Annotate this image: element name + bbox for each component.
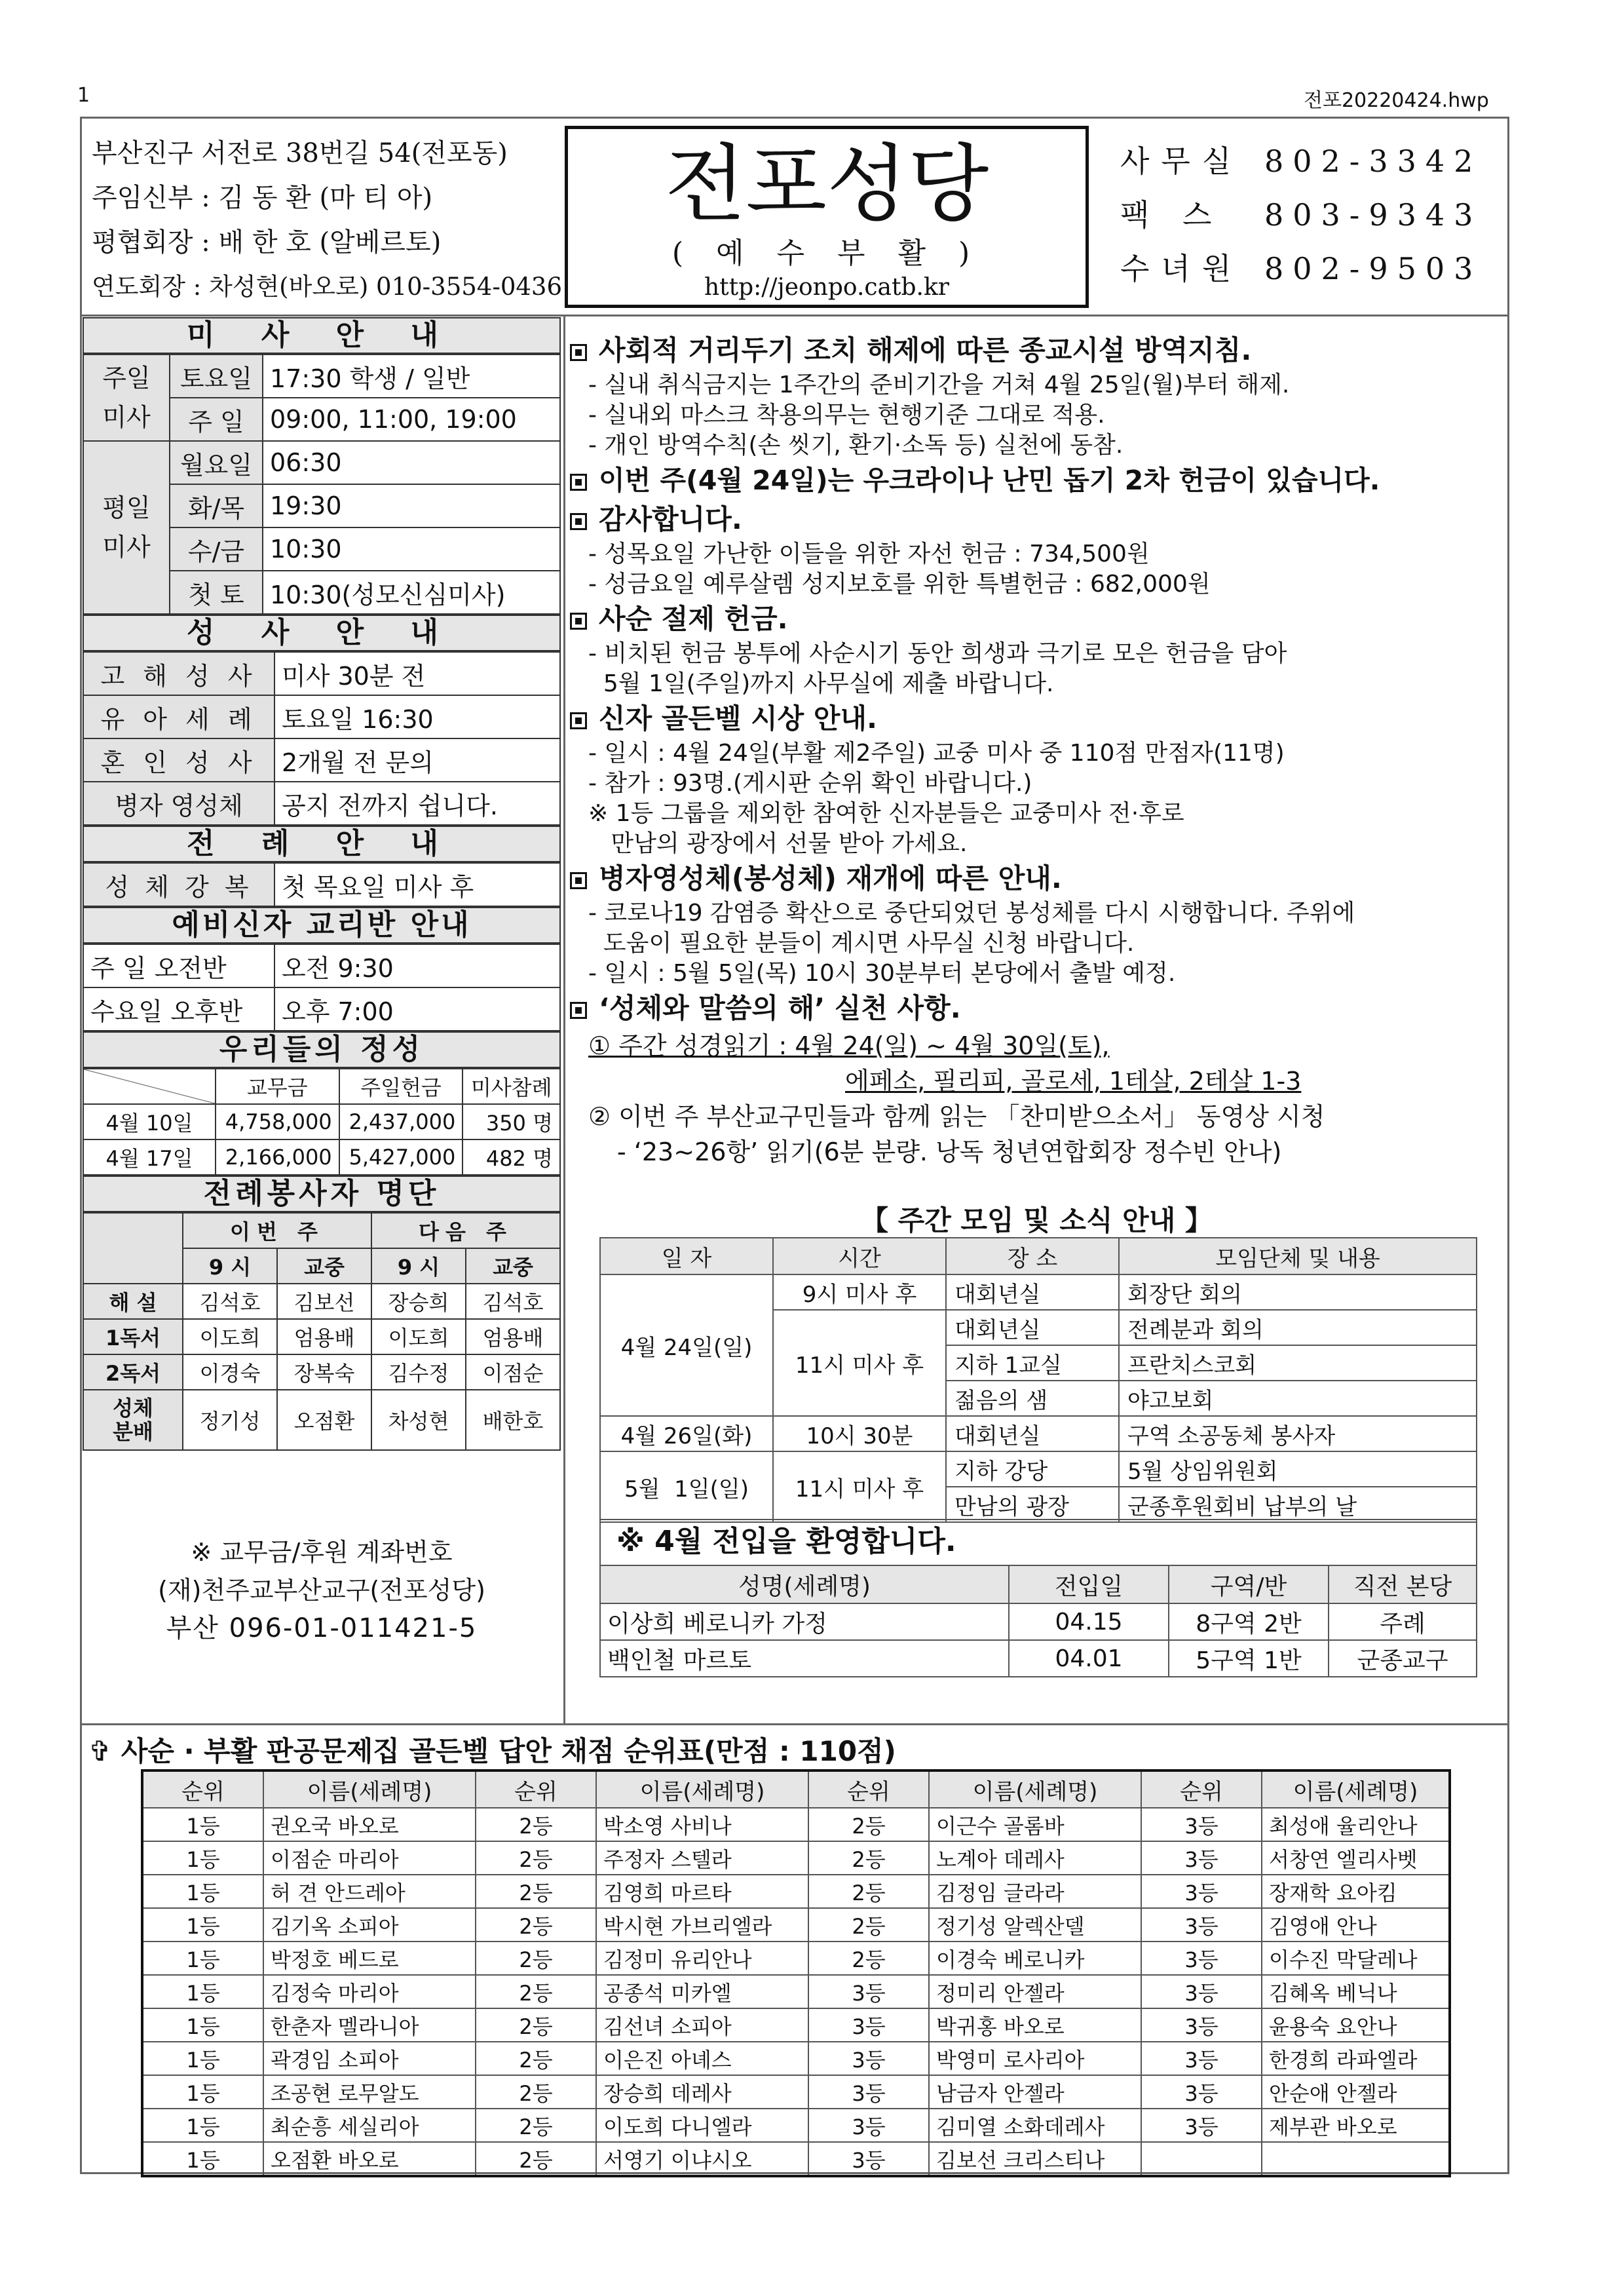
liturgy-table: 성 체 강 복 첫 목요일 미사 후 (83, 862, 561, 907)
table-row (142, 2142, 1450, 2176)
name-cell: 김혜옥 베닉나 (1262, 1975, 1450, 2008)
account-number: 부산 096-01-011421-5 (166, 1613, 478, 1643)
rank-cell: 1등 (142, 1908, 263, 1942)
name-cell: 오점환 바오로 (263, 2142, 476, 2176)
footer-divider (80, 1723, 1509, 1725)
name-cell: 김보선 크리스티나 (929, 2142, 1141, 2176)
name-cell: 김기옥 소피아 (263, 1908, 476, 1942)
sunday-mass-label: 주일 미사 (83, 354, 170, 441)
table-row (142, 2075, 1450, 2109)
rank-cell: 2등 (808, 1808, 929, 1841)
name-cell: 박정호 베드로 (263, 1942, 476, 1975)
table-row (142, 1908, 1450, 1942)
name-cell: 한경희 라파엘라 (1262, 2042, 1450, 2075)
name-cell: 권오국 바오로 (263, 1808, 476, 1841)
offering-section-title: 우리들의 정성 (83, 1031, 561, 1068)
website-link[interactable]: http://jeonpo.catb.kr (704, 274, 949, 301)
name-cell: 곽경임 소피아 (263, 2042, 476, 2075)
name-cell: 이경숙 베로니카 (929, 1942, 1141, 1975)
servers-table: 이번 주 다음 주 9 시 교중 9 시 교중 해 설 김석호 김보선 장승희 김석호 1독서 이도희 엄용배 이도희 엄용배 2독서 이경숙 장복숙 김수정 이점순 성체 분배 정기성 오점환 차성현 배한호 (83, 1212, 561, 1451)
rank-cell: 2등 (476, 2075, 596, 2109)
name-cell: 공종석 미카엘 (596, 1975, 808, 2008)
page-number: 1 (77, 84, 90, 107)
checkbox-icon (570, 712, 587, 729)
rank-cell: 2등 (476, 1942, 596, 1975)
rank-cell: 3등 (1141, 1875, 1262, 1908)
rank-cell: 2등 (476, 1975, 596, 2008)
notice-heading: 이번 주(4월 24일)는 우크라이나 난민 돕기 2차 헌금이 있습니다. (570, 461, 1503, 500)
name-cell: 정기성 알렉산델 (929, 1908, 1141, 1942)
masthead (565, 126, 1089, 308)
rank-cell: 3등 (1141, 2075, 1262, 2109)
name-cell (1262, 2142, 1450, 2176)
name-cell: 박시현 가브리엘라 (596, 1908, 808, 1942)
checkbox-icon (570, 613, 587, 630)
address: 부산진구 서전로 38번길 54(전포동) (92, 138, 508, 168)
ranking-title: ✞ 사순 · 부활 판공문제집 골든벨 답안 채점 순위표(만점 : 110점) (88, 1735, 896, 1767)
table-row (142, 1975, 1450, 2008)
name-cell: 이근수 골롬바 (929, 1808, 1141, 1841)
name-cell: 김정숙 마리아 (263, 1975, 476, 2008)
name-cell: 노계아 데레사 (929, 1841, 1141, 1875)
name-cell: 박소영 사비나 (596, 1808, 808, 1841)
table-row (142, 1875, 1450, 1908)
name-cell: 김정임 글라라 (929, 1875, 1141, 1908)
mass-table: 주일 미사 토요일 17:30 학생 / 일반 주 일 09:00, 11:00, 19:00 평일 미사 월요일 06:30 화/목 19:30 수/금 10:30 첫 토 10:30(성모신심미사) (83, 354, 561, 615)
table-row (142, 1808, 1450, 1841)
rank-cell: 1등 (142, 2109, 263, 2142)
liturgical-season: ( 예 수 부 활 ) (671, 237, 982, 270)
rank-cell: 3등 (808, 2109, 929, 2142)
mass-section-title: 미 사 안 내 (83, 317, 561, 354)
notice-heading: 사회적 거리두기 조치 해제에 따른 종교시설 방역지침. (570, 331, 1503, 370)
liturgy-section-title: 전 례 안 내 (83, 826, 561, 862)
servers-section-title: 전례봉사자 명단 (83, 1176, 561, 1212)
rank-cell (1141, 2142, 1262, 2176)
rank-cell: 1등 (142, 1841, 263, 1875)
rank-cell: 3등 (1141, 1908, 1262, 1942)
rank-cell: 2등 (476, 1808, 596, 1841)
name-cell: 박영미 로사리아 (929, 2042, 1141, 2075)
rank-cell: 1등 (142, 1942, 263, 1975)
name-cell: 이점순 마리아 (263, 1841, 476, 1875)
left-column (83, 317, 561, 1451)
rank-cell: 1등 (142, 2008, 263, 2042)
name-cell: 서창연 엘리사벳 (1262, 1841, 1450, 1875)
rank-cell: 3등 (808, 2042, 929, 2075)
name-cell: 제부관 바오로 (1262, 2109, 1450, 2142)
name-cell: 이수진 막달레나 (1262, 1942, 1450, 1975)
notice-heading: 신자 골든벨 시상 안내. (570, 699, 1503, 738)
notice-heading: 감사합니다. (570, 500, 1503, 539)
rank-cell: 1등 (142, 1975, 263, 2008)
rank-cell: 2등 (808, 1841, 929, 1875)
rank-cell: 3등 (808, 1975, 929, 2008)
name-cell: 이도희 다니엘라 (596, 2109, 808, 2142)
rank-cell: 1등 (142, 1808, 263, 1841)
table-row (142, 2042, 1450, 2075)
rank-cell: 2등 (808, 1942, 929, 1975)
rank-cell: 3등 (1141, 1975, 1262, 2008)
header-divider (80, 315, 1509, 316)
checkbox-icon (570, 513, 587, 530)
notice-heading: ‘성체와 말씀의 해’ 실천 사항. (570, 989, 1503, 1028)
sacrament-section-title: 성 사 안 내 (83, 615, 561, 651)
name-cell: 안순애 안젤라 (1262, 2075, 1450, 2109)
rank-cell: 1등 (142, 2142, 263, 2176)
name-cell: 박귀홍 바오로 (929, 2008, 1141, 2042)
weekday-mass-label: 평일 미사 (83, 441, 170, 614)
name-cell: 최성애 율리안나 (1262, 1808, 1450, 1841)
welcome-title: ※ 4월 전입을 환영합니다. (599, 1519, 1477, 1565)
welcome-table: 성명(세례명) 전입일 구역/반 직전 본당 이상희 베로니카 가정 04.15 8구역 2반 주례 백인철 마르토 04.01 5구역 1반 군종교구 (599, 1565, 1477, 1677)
rank-cell: 2등 (476, 1908, 596, 1942)
rank-cell: 2등 (808, 1908, 929, 1942)
notices: 사회적 거리두기 조치 해제에 따른 종교시설 방역지침. - 실내 취식금지는 1주간의 준비기간을 거쳐 4월 25일(월)부터 해제. - 실내외 마스크 착용의무는 현행기준 그대로 적용. - 개인 방역수칙(손 씻기, 환기·소독 등) 실천에 동참. 이번 주(4월 24일)는 우크라이나 난민 돕기 2차 헌금이 있습니다. 감사합니다. - 성목요일 가난한 이들을 위한 자선 헌금 : 734,500원 - 성금요일 예루살렘 성지보호를 위한 특별헌금 : 682,000원 사순 절제 헌금. - 비치된 헌금 봉투에 사순시기 동안 희생과 극기로 모은 헌금을 담아 5월 1일(주일)까지 사무실에 제출 바랍니다. 신자 골든벨 시상 안내. - 일시 : 4월 24일(부활 제2주일) 교중 미사 중 110점 만점자(11명) - 참가 : 93명.(게시판 순위 확인 바랍니다.) ※ 1등 그룹을 제외한 참여한 신자분들은 교중미사 전·후로 만남의 광장에서 선물 받아 가세요. 병자영성체(봉성체) 재개에 따른 안내. - 코로나19 감염증 확산으로 중단되었던 봉성체를 다시 시행합니다. 주위에 도움이 필요한 분들이 계시면 사무실 신청 바랍니다. - 일시 : 5월 5일(목) 10시 30분부터 본당에서 출발 예정. ‘성체와 말씀의 해’ 실천 사항. ① 주간 성경읽기 : 4월 24(일) ~ 4월 30일(토), 에페소, 필리피, 골로세, 1테살, 2테살 1-3 ② 이번 주 부산교구민들과 함께 읽는 「찬미받으소서」 동영상 시청 - ‘23~26항’ 읽기(6분 분량. 낭독 청년연합회장 정수빈 안나) (570, 331, 1503, 1170)
rank-cell: 2등 (808, 1875, 929, 1908)
column-divider (563, 315, 565, 1723)
name-cell: 정미리 안젤라 (929, 1975, 1141, 2008)
council-president: 평협회장 : 배 한 호 (알베르토) (92, 227, 442, 258)
name-cell: 남금자 안젤라 (929, 2075, 1141, 2109)
name-cell: 김미열 소화데레사 (929, 2109, 1141, 2142)
table-row (142, 2109, 1450, 2142)
rank-cell: 3등 (1141, 1841, 1262, 1875)
ranking-table: 순위 이름(세례명) 순위 이름(세례명) 순위 이름(세례명) 순위 이름(세례명) 1등 권오국 바오로 2등 박소영 사비나 2등 이근수 골롬바 3등 최성애 율리안나 1등 이점순 마리아 2등 주정자 스텔라 2등 노계아 데레사 3등 서창연 엘리사벳 1등 허 견 안드레아 2등 김영희 마르타 2등 김정임 글라라 3등 장재학 요아킴 1등 김기옥 소피아 2등 박시현 가브리엘라 2등 정기성 알렉산델 3등 김영애 안나 1등 박정호 베드로 2등 김정미 유리안나 2등 이경숙 베로니카 3등 이수진 막달레나 1등 김정숙 마리아 2등 공종석 미카엘 3등 정미리 안젤라 3등 김혜옥 베닉나 1등 한춘자 멜라니아 2등 김선녀 소피아 3등 박귀홍 바오로 3등 윤용숙 요안나 1등 곽경임 소피아 2등 이은진 아녜스 3등 박영미 로사리아 3등 한경희 라파엘라 1등 조공현 로무알도 2등 장승희 데레사 3등 남금자 안젤라 3등 안순애 안젤라 1등 최순흥 세실리아 2등 이도희 다니엘라 3등 김미열 소화데레사 3등 제부관 바오로 1등 오점환 바오로 2등 서영기 이냐시오 3등 김보선 크리스티나 (141, 1769, 1451, 2177)
youth-president: 연도회장 : 차성현(바오로) 010-3554-0436 (92, 273, 562, 301)
notice-heading: 사순 절제 헌금. (570, 600, 1503, 639)
offering-table: 교무금 주일헌금 미사참례 4월 10일 4,758,000 2,437,000 350 명 4월 17일 2,166,000 5,427,000 482 명 (83, 1068, 561, 1176)
parish-title: 전포성당 (664, 136, 989, 233)
checkbox-icon (570, 344, 587, 361)
name-cell: 윤용숙 요안나 (1262, 2008, 1450, 2042)
rank-cell: 3등 (808, 2075, 929, 2109)
rank-cell: 2등 (476, 2008, 596, 2042)
parish-info (92, 131, 563, 309)
checkbox-icon (570, 1002, 587, 1019)
rank-cell: 3등 (1141, 1942, 1262, 1975)
file-name: 전포20220424.hwp (1304, 89, 1489, 112)
name-cell: 조공현 로무알도 (263, 2075, 476, 2109)
rank-cell: 3등 (808, 2008, 929, 2042)
name-cell: 김선녀 소피아 (596, 2008, 808, 2042)
rank-cell: 3등 (1141, 1808, 1262, 1841)
pastor: 주임신부 : 김 동 환 (마 티 아) (92, 183, 433, 213)
account-title: ※ 교무금/후원 계좌번호 (191, 1538, 453, 1567)
rank-cell: 1등 (142, 1875, 263, 1908)
rank-cell: 2등 (476, 1841, 596, 1875)
name-cell: 김정미 유리안나 (596, 1942, 808, 1975)
contact-office: 사무실 802-3342 (1120, 144, 1482, 179)
sacrament-table: 고 해 성 사 미사 30분 전 유 아 세 례 토요일 16:30 혼 인 성 사 2개월 전 문의 병자 영성체 공지 전까지 쉽니다. (83, 651, 561, 826)
name-cell: 김영희 마르타 (596, 1875, 808, 1908)
checkbox-icon (570, 872, 587, 889)
name-cell: 한춘자 멜라니아 (263, 2008, 476, 2042)
name-cell: 주정자 스텔라 (596, 1841, 808, 1875)
rank-cell: 2등 (476, 2109, 596, 2142)
table-row (142, 1841, 1450, 1875)
account-info (83, 1533, 561, 1647)
name-cell: 최순흥 세실리아 (263, 2109, 476, 2142)
rank-cell: 3등 (808, 2142, 929, 2176)
rank-cell: 1등 (142, 2075, 263, 2109)
name-cell: 김영애 안나 (1262, 1908, 1450, 1942)
rank-cell: 2등 (476, 2142, 596, 2176)
rank-cell: 1등 (142, 2042, 263, 2075)
name-cell: 이은진 아녜스 (596, 2042, 808, 2075)
catechumen-section-title: 예비신자 교리반 안내 (83, 907, 561, 944)
diagonal-header-cell (83, 1069, 216, 1104)
name-cell: 장승희 데레사 (596, 2075, 808, 2109)
account-holder: (재)천주교부산교구(전포성당) (158, 1576, 485, 1605)
notice-heading: 병자영성체(봉성체) 재개에 따른 안내. (570, 859, 1503, 898)
contact-list (1120, 134, 1500, 296)
rank-cell: 3등 (1141, 2008, 1262, 2042)
meetings-table: 일 자 시간 장 소 모임단체 및 내용 4월 24일(일) 9시 미사 후 대회년실 회장단 회의 11시 미사 후 대회년실 전례분과 회의 지하 1교실 프란치스코회 젊음의 샘 야고보회 4월 26일(화) 10시 30분 대회년실 구역 소공동체 봉사자 5월 1일(일) 11시 미사 후 지하 강당 5월 상임위원회 만남의 광장 군종후원회비 납부의 날 (599, 1237, 1477, 1523)
checkbox-icon (570, 474, 587, 491)
contact-convent: 수녀원 802-9503 (1120, 251, 1482, 286)
name-cell: 허 견 안드레아 (263, 1875, 476, 1908)
catechumen-table: 주 일 오전반 오전 9:30 수요일 오후반 오후 7:00 (83, 944, 561, 1031)
rank-cell: 2등 (476, 1875, 596, 1908)
contact-fax: 팩 스 803-9343 (1120, 197, 1482, 233)
rank-cell: 2등 (476, 2042, 596, 2075)
name-cell: 서영기 이냐시오 (596, 2142, 808, 2176)
table-row (142, 2008, 1450, 2042)
rank-cell: 3등 (1141, 2109, 1262, 2142)
rank-cell: 3등 (1141, 2042, 1262, 2075)
meetings-title: 【 주간 모임 및 소식 안내 】 (861, 1204, 1213, 1236)
name-cell: 장재학 요아킴 (1262, 1875, 1450, 1908)
table-row (142, 1942, 1450, 1975)
